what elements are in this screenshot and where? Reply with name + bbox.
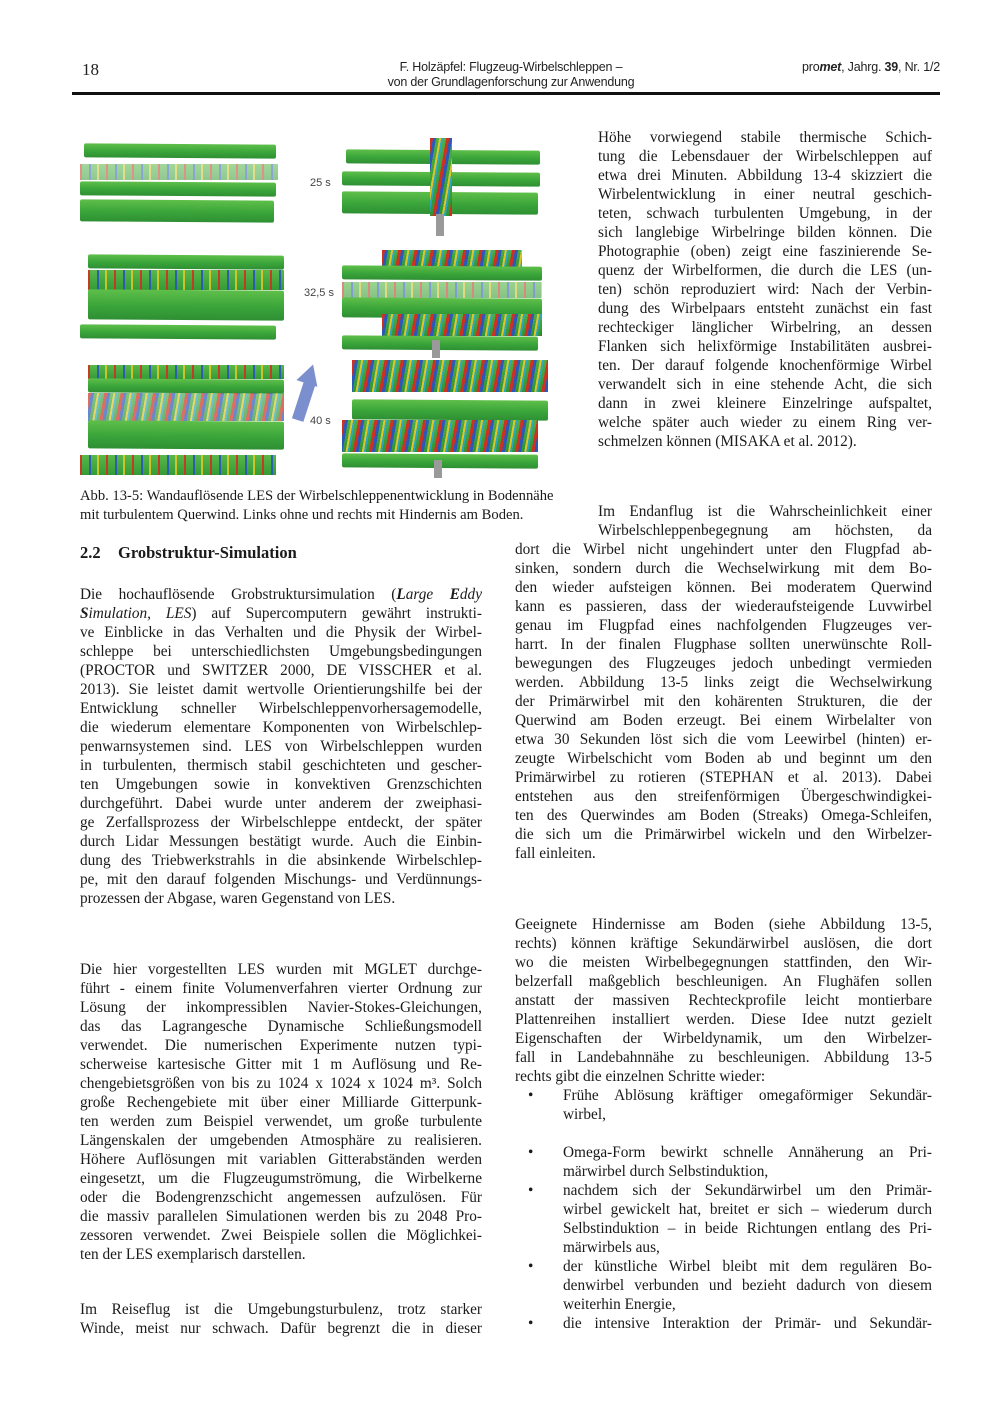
caption-line: mit turbulentem Querwind. Links ohne und rechts mit Hindernis am Boden. [80,507,524,523]
figure-13-5-les-simulation [80,130,555,478]
text-line: schmelzen können (MISAKA et al. 2012). [598,433,857,450]
text-line: welche später auch wieder zu einem Ring ver- [598,414,932,431]
text-line: werden. Abbildung 13-5 links zeigt die Wechselwirkung [515,674,932,691]
text-line: Entwicklung schneller Wirbelschleppenvorhersagemodelle, [80,700,482,717]
text-line: Simulation, LES) auf Supercomputern gewährt instrukti- [80,605,482,622]
journal-rest-1: , Jahrg. [841,60,885,74]
text-line: Geeignete Hindernisse am Boden (siehe Abbildung 13-5, [515,916,932,933]
text-line: märwirbel durch Selbstinduktion, [563,1163,769,1180]
panel-right-32-5s [342,250,547,360]
journal-volume: 39 [884,60,899,74]
left-column-paragraph-1 [80,585,482,908]
text-line: oder die Bodengrenzschicht angemessen aufzulösen. Für [80,1189,482,1206]
text-line: weiterhin Energie, [563,1296,676,1313]
text-line: das das Lagrangesche Dynamische Schließungsmodell [80,1018,482,1035]
text-line: in turbulenten, thermisch stabil geschichteten und gescher- [80,757,482,774]
text-line: wirbel, [563,1106,606,1123]
text-line: Selbstinduktion – in beide Richtungen entlang des Pri- [563,1220,932,1237]
text-line: tung die Lebensdauer der Wirbelschleppen auf [598,148,932,165]
text-line: Im Endanflug ist die Wahrscheinlichkeit einer [598,503,932,520]
text-line: durchgeführt. Dabei wurde unter anderem der zweiphasi- [80,795,482,812]
text-line: fall einleiten. [515,845,596,862]
text-line: rechts) können kräftige Sekundärwirbel auslösen, die dort [515,935,932,952]
header-rule [72,92,940,95]
text-line: Querwind am Boden erzeugt. Bei einem Wirbelalter von [515,712,932,729]
right-column-continuation [598,128,932,451]
page-number: 18 [82,60,99,79]
text-line: ten der LES exemplarisch darstellen. [80,1246,306,1263]
text-line: zeugte Wirbelschicht vom Boden ab und beginnt um den [515,750,932,767]
text-line: der künstliche Wirbel bleibt mit dem regulären Bo- [563,1258,932,1275]
bullet-item [528,1086,945,1124]
text-line: sich langlebige Wirbelringe bilden können. Die [598,224,932,241]
journal-prefix: pro [802,60,820,74]
bullet-icon: • [528,1315,534,1332]
left-column-paragraph-3 [80,1300,482,1338]
text-line: die sich um die Primärwirbel wickeln und den Wirbelzer- [515,826,932,843]
text-line: ve Einblicke in das Verhalten und die Physik der Wirbel- [80,624,482,641]
text-line: (PROCTOR und SWITZER 2000, DE VISSCHER et al. [80,662,482,679]
text-line: ten des Querwindes am Boden (Streaks) Omega-Schleifen, [515,807,932,824]
text-line: pe, mit den darauf folgenden Mischungs- und Verdünnungs- [80,871,482,888]
text-line: 2013). Sie leistet damit wertvolle Orientierungshilfe bei der [80,681,482,698]
bullet-icon: • [528,1182,534,1199]
panel-left-25s [80,138,280,218]
text-line: Wirbelentwicklung in einer neutral geschich- [598,186,932,203]
text-line: schleppe bei unterschiedlichsten Umgebungsbedingungen [80,643,482,660]
text-line: ten. Der darauf folgende knochenförmige Wirbel [598,357,932,374]
text-line: ten werden zum Beispiel verwendet, um große turbulente [80,1113,482,1130]
time-label-40s: 40 s [310,415,331,427]
bullet-icon: • [528,1087,534,1104]
text-line: zessoren verwendet. Zwei Beispiele sollen die Möglichkei- [80,1227,482,1244]
text-line: kann es passieren, dass der wiederaufsteigende Luvwirbel [515,598,932,615]
text-line: Eigenschaften der Wirbeldynamik, um den Wirbelzer- [515,1030,932,1047]
bullet-icon: • [528,1258,534,1275]
text-line: die massiv parallelen Simulationen werden bis zu 2048 Pro- [80,1208,482,1225]
text-line: ten Umgebungen sowie in konvektiven Grenzschichten [80,776,482,793]
time-label-32-5s: 32,5 s [304,287,334,299]
text-line: bewegungen des Flugzeuges jedoch unbedingt vermieden [515,655,932,672]
text-line: Winde, meist nur schwach. Dafür begrenzt die in dieser [80,1320,482,1337]
text-line: Lösung der inkompressiblen Navier-Stokes-Gleichungen, [80,999,482,1016]
text-line: Höhe vorwiegend stabile thermische Schich- [598,129,932,146]
text-line: belzerfall maßgeblich beschleunigen. An Flughäfen sollen [515,973,932,990]
panel-right-40s [342,360,552,478]
text-line: ge Zerfallsprozess der Wirbelschleppe entdeckt, der später [80,814,482,831]
text-line: Primärwirbel zu rotieren (STEPHAN et al. 2013). Dabei [515,769,932,786]
text-line: märwirbels aus, [563,1239,660,1256]
text-line: eingesetzt, um die Flugzeugumströmung, die Wirbelkerne [80,1170,482,1187]
text-line: ten) schön reproduziert wird: Nach der Verbin- [598,281,932,298]
text-line: Photographie (oben) zeigt eine faszinierende Se- [598,243,932,260]
journal-reference [802,60,940,74]
text-line: Flanken sich helixförmige Instabilitäten ausbrei- [598,338,932,355]
text-line: Die hochauflösende Grobstruktursimulation (Large Eddy [80,586,482,603]
text-line: Höhere Auflösungen mit variablen Gitterabständen werden [80,1151,482,1168]
journal-suffix: met [819,60,842,74]
panel-right-25s [342,138,542,238]
section-heading [80,543,297,563]
text-line: teten, schwach turbulenten Umgebung, in der [598,205,932,222]
bullet-item [528,1143,945,1181]
running-title-line-2: von der Grundlagenforschung zur Anwendung [387,75,635,89]
text-line: etwa 30 Sekunden löst sich die vom Leewirbel (hinten) er- [515,731,932,748]
bullet-item [528,1181,945,1257]
text-line: penwarnsystemen sind. LES von Wirbelschleppen wurden [80,738,482,755]
text-line: nachdem sich der Sekundärwirbel um den Primär- [563,1182,932,1199]
right-column-paragraph-2 [515,915,932,1086]
text-line: verwandelt sich in eine stehende Acht, die sich [598,376,932,393]
bullet-item [528,1257,945,1314]
text-line: dort die Wirbel nicht ungehindert unter den Flugpfad ab- [515,541,932,558]
text-line: große Rechengebiete mit über einer Milliarde Gitterpunk- [80,1094,482,1111]
endanflug-intro [598,502,932,540]
text-line: Plattenreihen installiert werden. Diese Idee nutzt gezielt [515,1011,932,1028]
panel-left-40s [80,335,285,475]
text-line: Im Reiseflug ist die Umgebungsturbulenz, trotz starker [80,1301,482,1318]
text-line: genau im Flugpfad eines nachfolgenden Flugzeuges ver- [515,617,932,634]
text-line: scherweise kartesische Gitter mit 1 m Auflösung und Re- [80,1056,482,1073]
text-line: chengebietsgrößen von bis zu 1024 x 1024 x 1024 m³. Solch [80,1075,482,1092]
text-line: Längenskalen der umgebenden Atmosphäre zu realisieren. [80,1132,482,1149]
text-line: etwa drei Minuten. Abbildung 13-4 skizziert die [598,167,932,184]
text-line: prozessen der Abgase, waren Gegenstand von LES. [80,890,396,907]
text-line: rechts gibt die einzelnen Schritte wieder: [515,1068,766,1085]
text-line: sinken, sondern durch die Wechselwirkung mit dem Bo- [515,560,932,577]
text-line: der Primärwirbel mit den kohärenten Strukturen, die der [515,693,932,710]
text-line: rechteckiger länglicher Wirbelring, an dessen [598,319,932,336]
running-title-line-1: F. Holzäpfel: Flugzeug-Wirbelschleppen – [399,60,623,74]
text-line: Wirbelschleppenbegegnung am höchsten, da [598,522,932,539]
text-line: verwendet. Die numerischen Experimente nutzen typi- [80,1037,482,1054]
text-line: wo die meisten Wirbelbegegnungen stattfinden, den Wir- [515,954,932,971]
figure-caption [80,487,555,525]
journal-rest-2: , Nr. 1/2 [898,60,940,74]
section-title: Grobstruktur-Simulation [118,543,297,562]
text-line: harrt. In der finalen Flugphase sollten unerwünschte Roll- [515,636,932,653]
text-line: wirbel gewickelt hat, breitet er sich – wiederum durch [563,1201,932,1218]
text-line: Die hier vorgestellten LES wurden mit MGLET durchge- [80,961,482,978]
text-line: führt - einem finite Volumenverfahren vierter Ordnung zur [80,980,482,997]
section-number: 2.2 [80,543,101,562]
bullet-item [528,1314,945,1333]
text-line: quenz der Wirbelformen, die durch die LES (un- [598,262,932,279]
text-line: dann in zwei kleinere Einzelringe aufspaltet, [598,395,932,412]
caption-line: Abb. 13-5: Wandauflösende LES der Wirbelschleppenentwicklung in Bodennähe [80,488,554,504]
text-line: Omega-Form bewirkt schnelle Annäherung an Pri- [563,1144,932,1161]
text-line: Frühe Ablösung kräftiger omegaförmiger Sekundär- [563,1087,932,1104]
left-column-paragraph-2 [80,960,482,1264]
bullet-icon: • [528,1144,534,1161]
text-line: durch Lidar Messungen bestätigt wurde. Auch die Einbin- [80,833,482,850]
text-line: anstatt der massiven Rechteckprofile leicht montierbare [515,992,932,1009]
panel-left-32-5s [80,255,285,340]
right-column-paragraph-1 [515,540,932,863]
text-line: den wieder aufsteigen können. Bei moderatem Querwind [515,579,932,596]
text-line: entstehen aus den streifenförmigen Übergeschwindigkei- [515,788,932,805]
time-label-25s: 25 s [310,177,331,189]
text-line: die intensive Interaktion der Primär- und Sekundär- [563,1315,932,1332]
text-line: dung des Triebwerkstrahls in die absinkende Wirbelschlep- [80,852,482,869]
text-line: die wiederum elementare Komponenten von Wirbelschlep- [80,719,482,736]
text-line: fall in Landebahnnähe zu beschleunigen. Abbildung 13-5 [515,1049,932,1066]
text-line: dung des Wirbelpaars entsteht zunächst ein fast [598,300,932,317]
text-line: denwirbel verbunden und bezieht dadurch von diesem [563,1277,932,1294]
